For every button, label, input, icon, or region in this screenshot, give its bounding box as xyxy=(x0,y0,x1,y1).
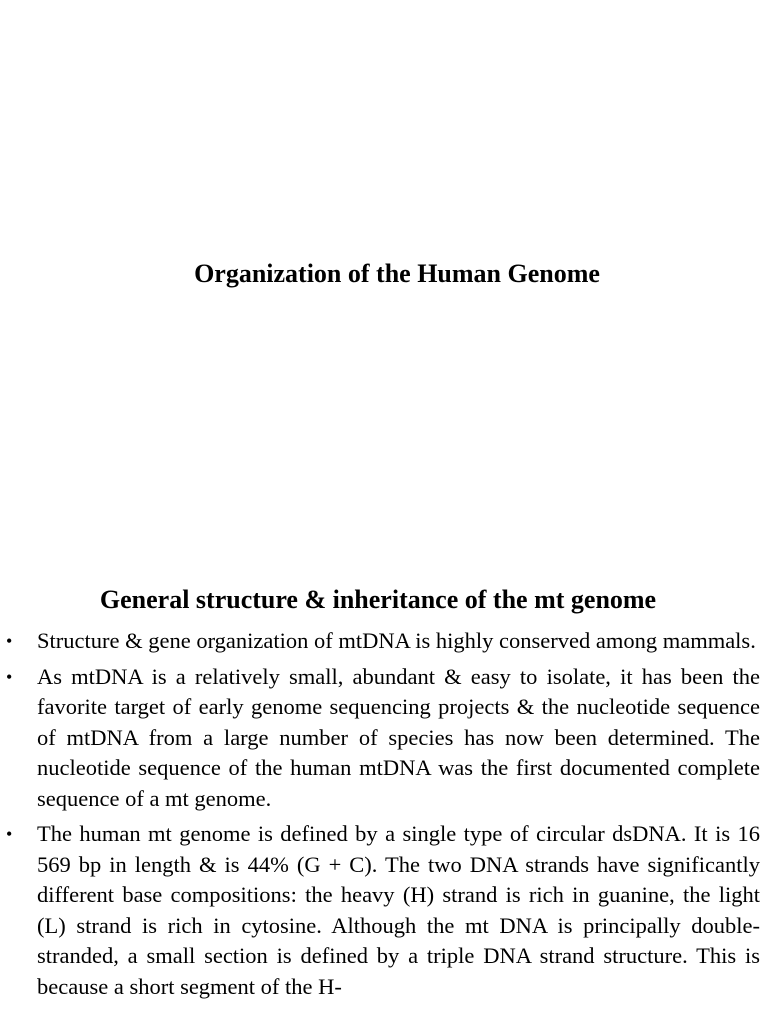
bullet-icon: • xyxy=(6,666,13,687)
section-heading: General structure & inheritance of the mt genome xyxy=(99,585,657,614)
bullet-list xyxy=(0,626,760,1007)
content-slide xyxy=(0,580,768,1024)
page-title: Organization of the Human Genome xyxy=(194,259,600,288)
bullet-item-1 xyxy=(0,626,760,657)
bullet-item-3 xyxy=(0,819,760,1002)
bullet-text: As mtDNA is a relatively small, abundant & easy to isolate, it has been the favorite target of early genome sequencing projects & the nucleotide sequence of mtDNA from a large number of species has now been determined. The nucleotide sequence of the human mtDNA was the first documented complete sequence of a mt genome. xyxy=(37,663,760,811)
bullet-text: Structure & gene organization of mtDNA is highly conserved among mammals. xyxy=(37,628,756,653)
bullet-icon: • xyxy=(6,631,13,651)
bullet-item-2 xyxy=(0,662,760,815)
bullet-icon: • xyxy=(6,824,13,844)
bullet-text: The human mt genome is defined by a single type of circular dsDNA. It is 16 569 bp in length & is 44% (G + C). The two DNA strands have significantly different base compositions: the heavy (H) strand is rich in guanine, the light (L) strand is rich in cytosine. Although the mt DNA is principally double-stranded, a small section is defined by a triple DNA strand structure. This is because a short segment of the H- xyxy=(37,821,760,999)
